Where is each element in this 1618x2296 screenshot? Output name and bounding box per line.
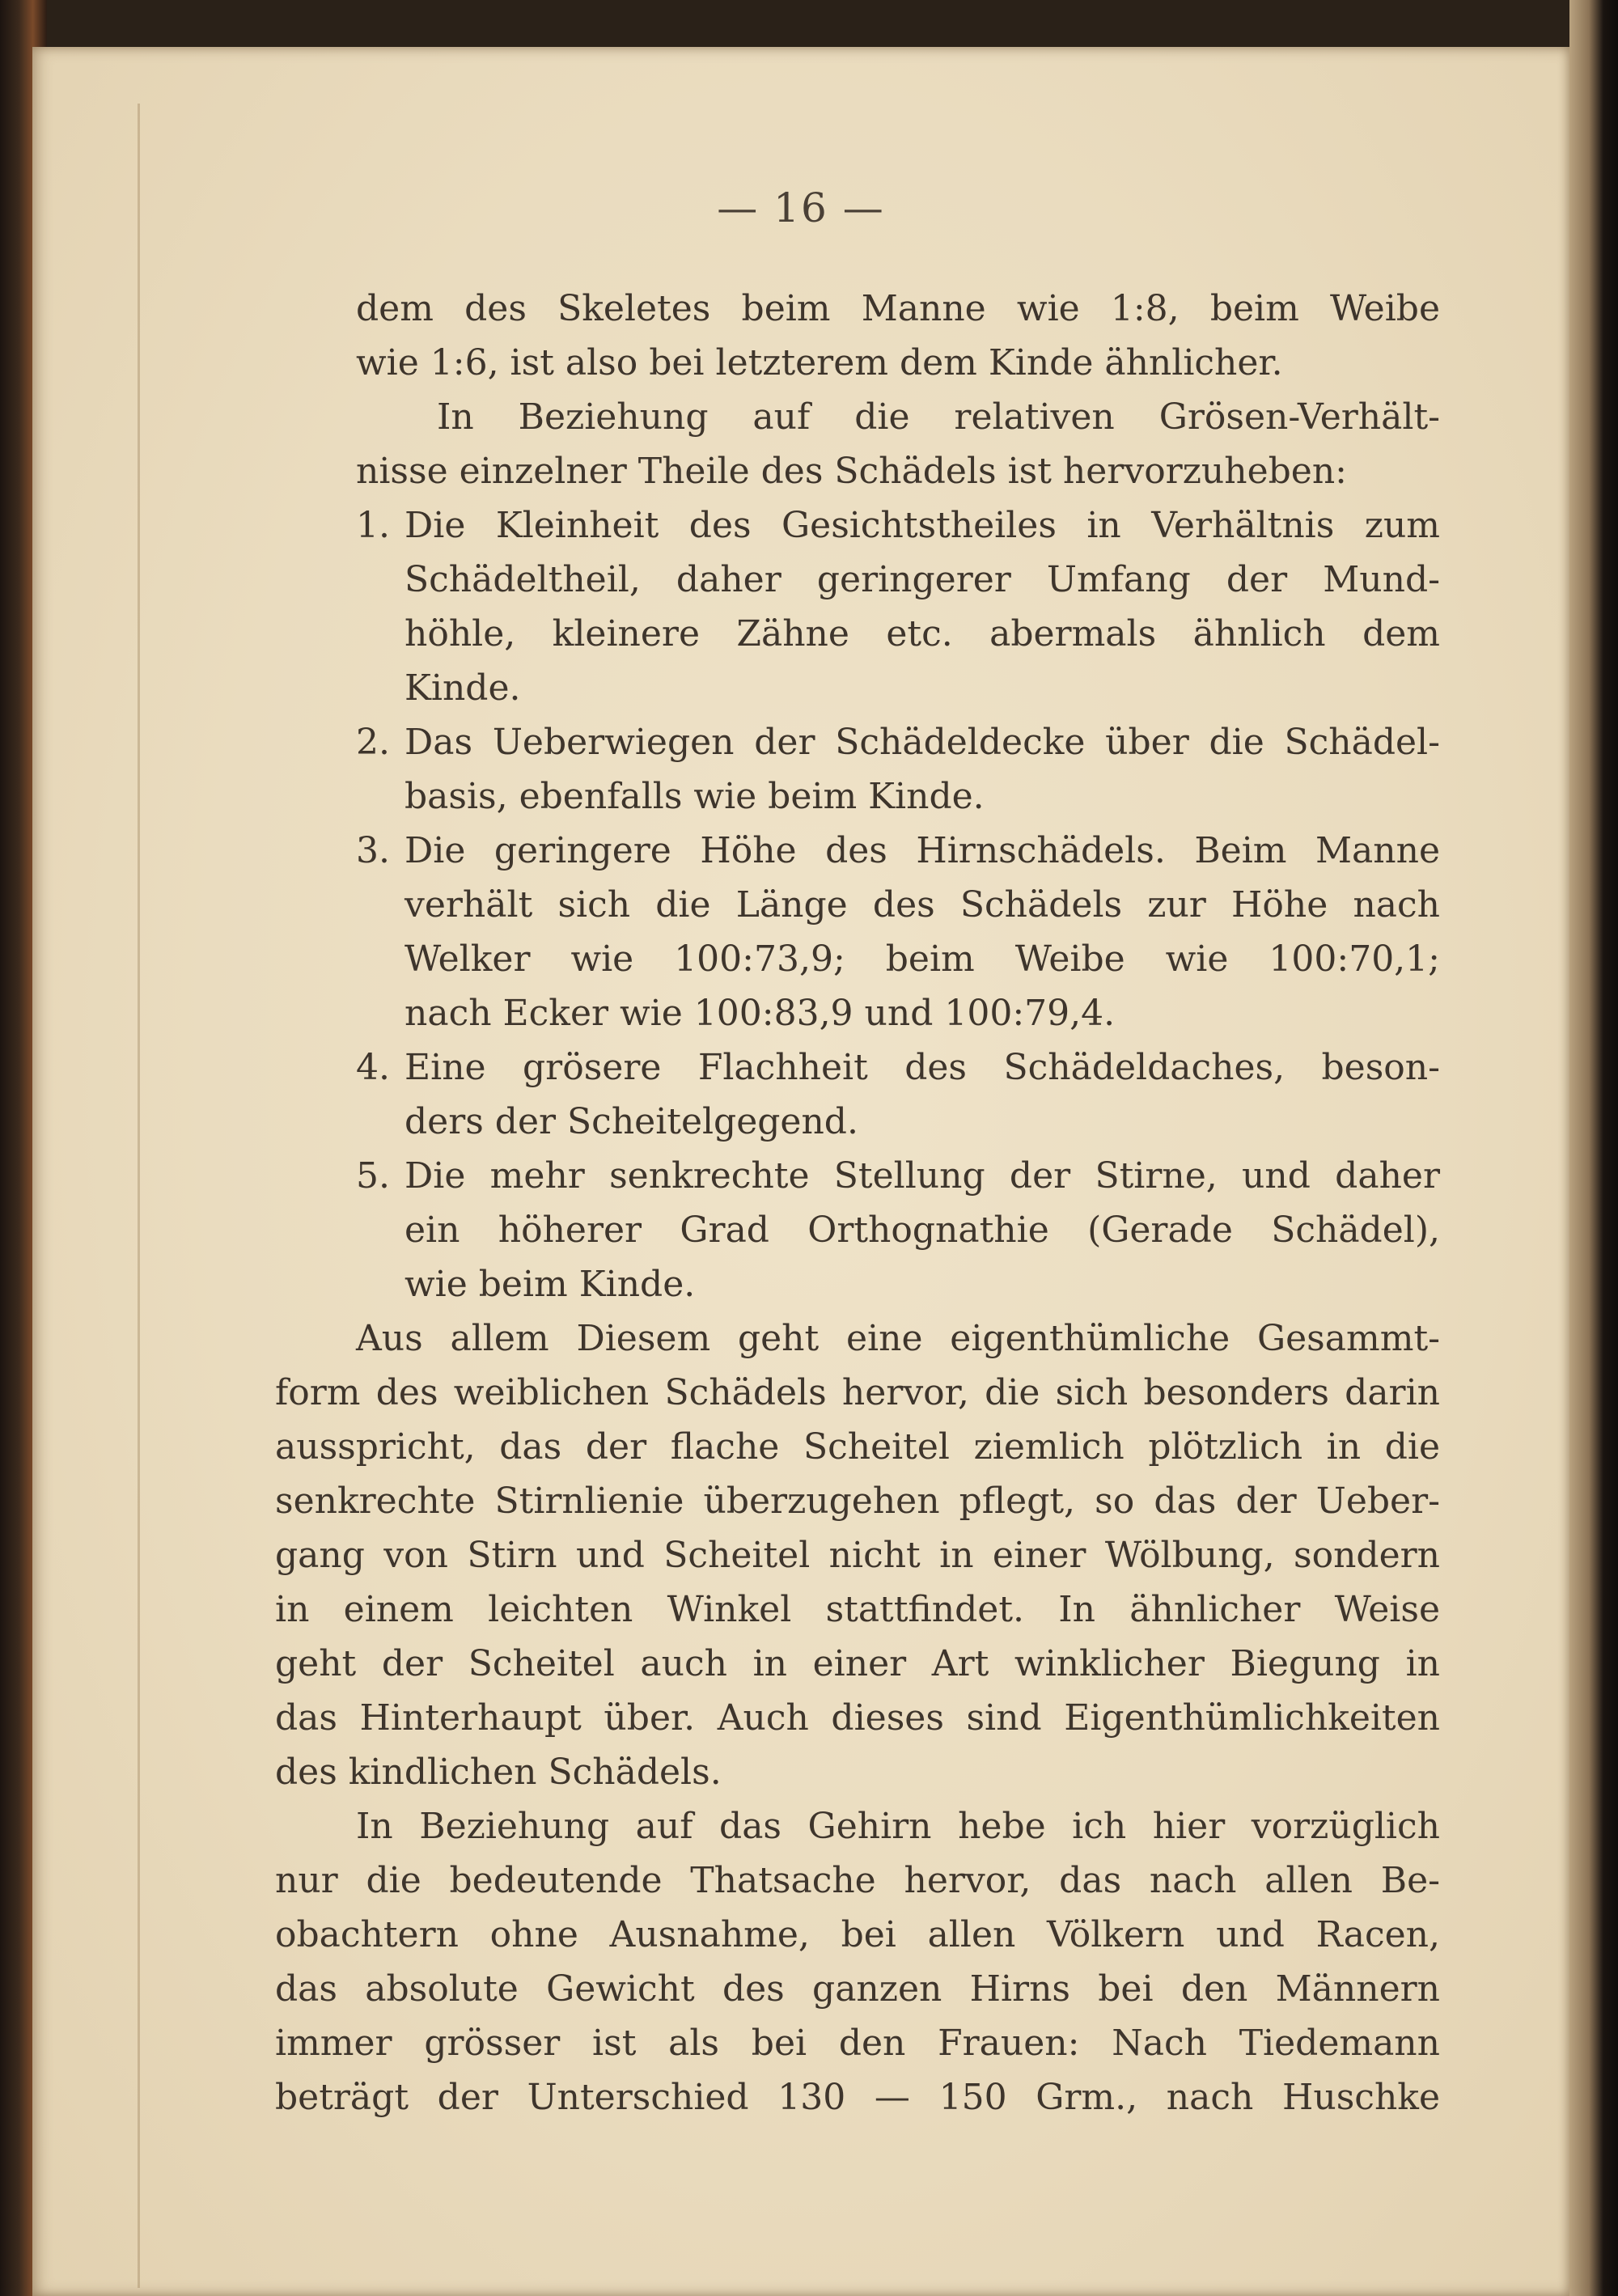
text-line: Kinde. bbox=[404, 667, 521, 709]
book-page bbox=[32, 47, 1569, 2296]
text-line: des kindlichen Schädels. bbox=[275, 1752, 722, 1793]
list-item-2 bbox=[275, 715, 1440, 824]
text-line: das absolute Gewicht des ganzen Hirns bei den Männern bbox=[275, 1968, 1440, 2010]
text-line: Welker wie 100:73,9; beim Weibe wie 100:70,1; bbox=[404, 938, 1440, 980]
page-number: — 16 — bbox=[717, 184, 885, 231]
text-line: das Hinterhaupt über. Auch dieses sind Eigenthümlichkeiten bbox=[275, 1697, 1440, 1739]
list-item-1 bbox=[275, 498, 1440, 715]
page-text bbox=[275, 282, 1440, 2124]
paragraph-brain bbox=[275, 1799, 1440, 2124]
text-line: form des weiblichen Schädels hervor, die sich besonders darin bbox=[275, 1372, 1440, 1413]
text-line: Eine grösere Flachheit des Schädeldaches, beson- bbox=[404, 1047, 1440, 1088]
list-number: 3. bbox=[356, 830, 390, 871]
text-line: Schädeltheil, daher geringerer Umfang der Mund- bbox=[404, 559, 1440, 600]
text-line: nur die bedeutende Thatsache hervor, das nach allen Be- bbox=[275, 1860, 1440, 1901]
text-line: in einem leichten Winkel stattfindet. In ähnlicher Weise bbox=[275, 1589, 1440, 1630]
text-line: Die Kleinheit des Gesichtstheiles in Verhältnis zum bbox=[404, 505, 1440, 546]
text-line: Die mehr senkrechte Stellung der Stirne, und daher bbox=[404, 1155, 1440, 1197]
text-line: höhle, kleinere Zähne etc. abermals ähnlich dem bbox=[404, 613, 1440, 654]
text-line: ausspricht, das der flache Scheitel ziemlich plötzlich in die bbox=[275, 1426, 1440, 1468]
list-number: 1. bbox=[356, 505, 390, 546]
text-line: verhält sich die Länge des Schädels zur Höhe nach bbox=[404, 884, 1440, 926]
text-line: In Beziehung auf das Gehirn hebe ich hier vorzüglich bbox=[356, 1806, 1440, 1847]
text-line: obachtern ohne Ausnahme, bei allen Völkern und Racen, bbox=[275, 1914, 1440, 1955]
paragraph-intro bbox=[356, 390, 1440, 498]
list-number: 2. bbox=[356, 722, 390, 763]
paragraph-shape bbox=[275, 1311, 1440, 1799]
paragraph-continuation bbox=[356, 282, 1440, 390]
text-line: ders der Scheitelgegend. bbox=[404, 1101, 858, 1142]
text-line: Aus allem Diesem geht eine eigenthümliche Gesammt- bbox=[356, 1318, 1440, 1359]
list-number: 4. bbox=[356, 1047, 390, 1088]
text-line: Die geringere Höhe des Hirnschädels. Beim Manne bbox=[404, 830, 1440, 871]
text-line: In Beziehung auf die relativen Grösen-Verhält- bbox=[437, 396, 1440, 438]
text-line: nisse einzelner Theile des Schädels ist hervorzuheben: bbox=[356, 451, 1347, 492]
list-item-4 bbox=[275, 1040, 1440, 1149]
list-number: 5. bbox=[356, 1155, 390, 1197]
text-line: dem des Skeletes beim Manne wie 1:8, beim Weibe bbox=[356, 288, 1440, 329]
list-item-3 bbox=[275, 824, 1440, 1040]
page-edge bbox=[1569, 0, 1618, 2296]
text-line: immer grösser ist als bei den Frauen: Nach Tiedemann bbox=[275, 2023, 1440, 2064]
text-line: basis, ebenfalls wie beim Kinde. bbox=[404, 776, 985, 817]
text-line: ein höherer Grad Orthognathie (Gerade Schädel), bbox=[404, 1209, 1440, 1251]
text-line: wie beim Kinde. bbox=[404, 1264, 696, 1305]
text-line: Das Ueberwiegen der Schädeldecke über die Schädel- bbox=[404, 722, 1440, 763]
text-line: senkrechte Stirnlienie überzugehen pflegt, so das der Ueber- bbox=[275, 1481, 1440, 1522]
list-item-5 bbox=[275, 1149, 1440, 1311]
text-line: gang von Stirn und Scheitel nicht in einer Wölbung, sondern bbox=[275, 1535, 1440, 1576]
gutter-line bbox=[138, 104, 140, 2288]
text-line: beträgt der Unterschied 130 — 150 Grm., nach Huschke bbox=[275, 2077, 1440, 2118]
text-line: geht der Scheitel auch in einer Art winklicher Biegung in bbox=[275, 1643, 1440, 1684]
text-line: wie 1:6, ist also bei letzterem dem Kinde ähnlicher. bbox=[356, 342, 1283, 383]
text-line: nach Ecker wie 100:83,9 und 100:79,4. bbox=[404, 993, 1116, 1034]
